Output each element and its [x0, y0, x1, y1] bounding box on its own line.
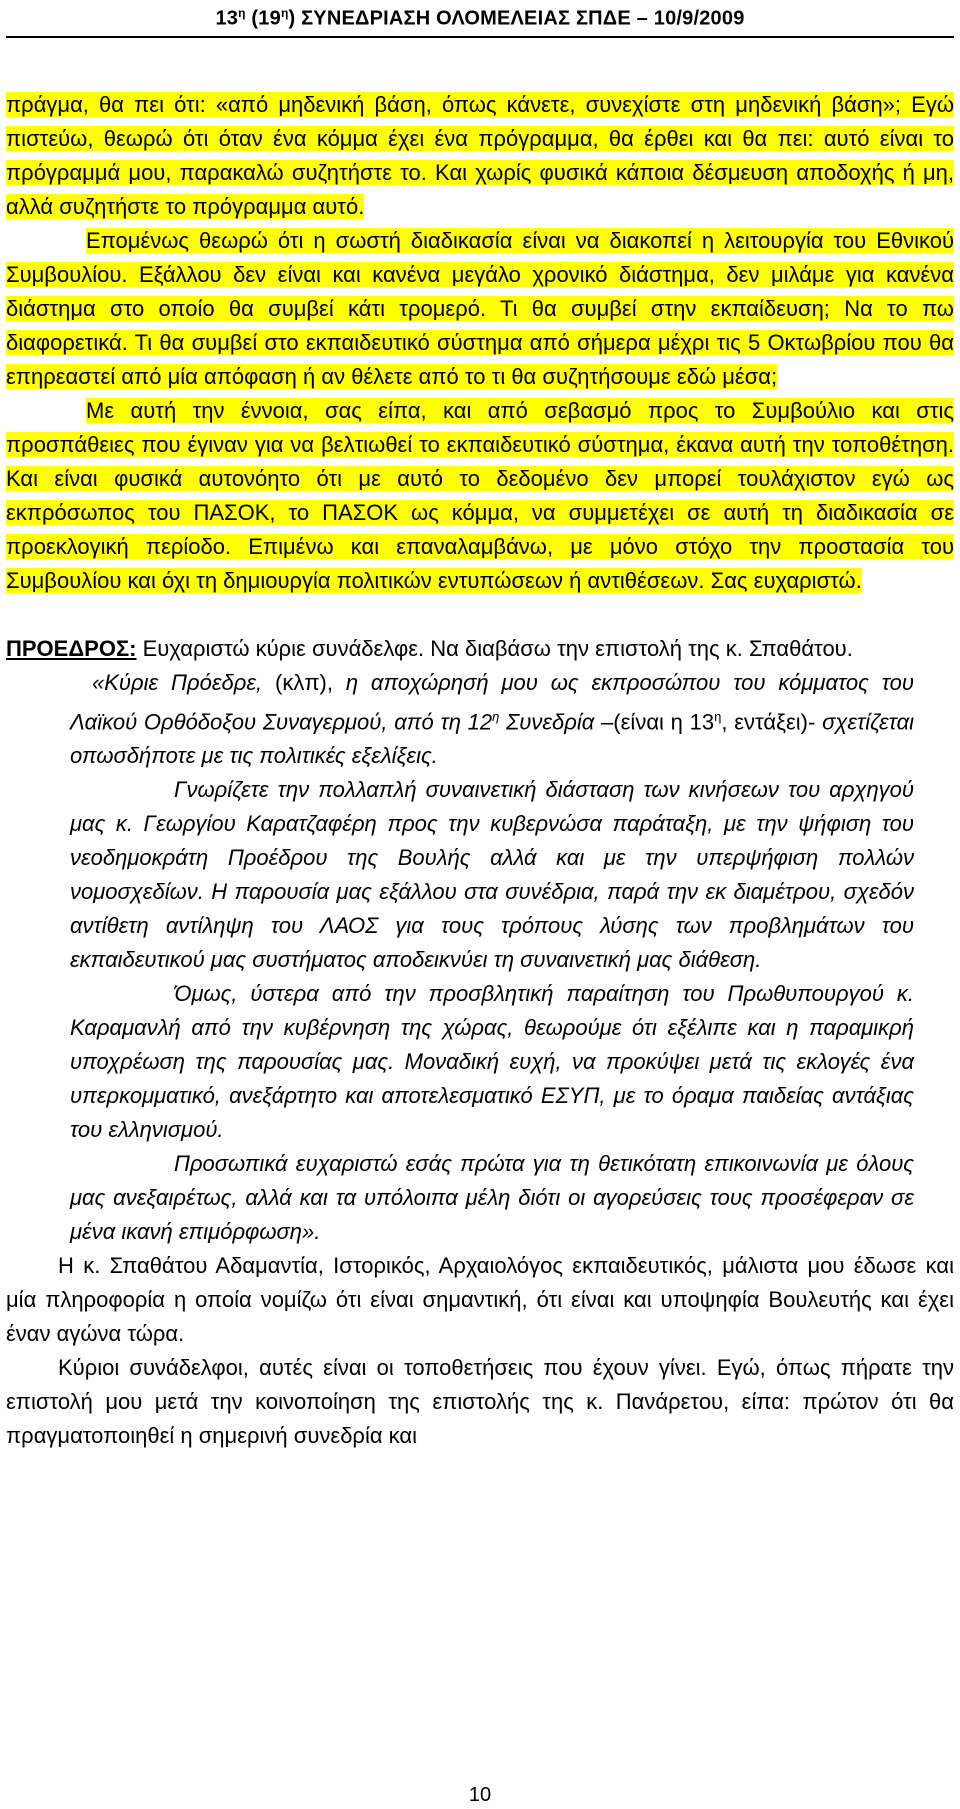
header-divider	[6, 36, 954, 38]
paragraph-spacer	[6, 598, 954, 632]
highlighted-text: Επομένως θεωρώ ότι η σωστή διαδικασία είναι να διακοπεί η λειτουργία του Εθνικού Συμβουλίου. Εξάλλου δεν είναι και κανένα μεγάλο χρονικό διάστημα, δεν μιλάμε για κανένα διάστημα στο οποίο θα συμβεί κάτι τρομερό. Τι θα συμβεί στην εκπαίδευση; Να το πω διαφορετικά. Τι θα συμβεί στο εκπαιδευτικό σύστημα από σήμερα μέχρι τις 5 Οκτωβρίου που θα επηρεαστεί από μία απόφαση ή αν θέλετε από το τι θα συζητήσουμε εδώ μέσα;	[6, 228, 954, 389]
header-sup-1: η	[238, 6, 246, 20]
letter-paragraph-3: Όμως, ύστερα από την προσβλητική παραίτηση του Πρωθυπουργού κ. Καραμανλή από την κυβέρνηση της χώρας, θεωρούμε ότι εξέλιπε και η παραμικρή υποχρέωση της παρουσίας μας. Μοναδική ευχή, να προκύψει μετά τις εκλογές ένα υπερκομματικό, ανεξάρτητο και αποτελεσματικό ΕΣΥΠ, με το όραμα παιδείας αντάξιας του ελληνισμού.	[70, 981, 914, 1143]
letter-text: σχετίζεται οπωσδήποτε με τις πολιτικές εξελίξεις.	[70, 709, 915, 769]
header-sup-2: η	[280, 6, 289, 20]
speaker-label: ΠΡΟΕΔΡΟΣ:	[6, 636, 137, 661]
letter-aside: , εντάξει)-	[721, 709, 823, 735]
highlighted-paragraph-2	[6, 224, 954, 394]
letter-text: η αποχώρησή μου ως εκπροσώπου του κόμματος του Λαϊκού Ορθόδοξου Συναγερμού, από τη 12	[70, 670, 914, 735]
letter-text: Συνεδρία	[499, 709, 595, 735]
letter-paragraph-1	[70, 666, 914, 773]
letter-aside: (κλπ),	[262, 670, 346, 695]
closing-paragraph-1: Η κ. Σπαθάτου Αδαμαντία, Ιστορικός, Αρχαιολόγος εκπαιδευτικός, μάλιστα μου έδωσε και μία πληροφορία η οποία νομίζω ότι είναι σημαντική, ότι είναι και υποψηφία Βουλευτής και έχει έναν αγώνα τώρα.	[6, 1253, 954, 1347]
highlighted-text: Με αυτή την έννοια, σας είπα, και από σεβασμό προς το Συμβούλιο και στις προσπάθειες που έγιναν για να βελτιωθεί το εκπαιδευτικό σύστημα, έκανα αυτή την τοποθέτηση. Και είναι φυσικά αυτονόητο ότι με αυτό το δεδομένο δεν μπορεί τουλάχιστον εγώ ως εκπρόσωπος του ΠΑΣΟΚ, το ΠΑΣΟΚ ως κόμμα, να συμμετέχει σε αυτή τη διαδικασία σε προεκλογική περίοδο. Επιμένω και επαναλαμβάνω, με μόνο στόχο την προστασία του Συμβουλίου και όχι τη δημιουργία πολιτικών εντυπώσεων ή αντιθέσεων. Σας ευχαριστώ.	[6, 398, 954, 593]
document-body	[6, 88, 954, 1453]
page-number: 10	[468, 1784, 492, 1806]
closing-paragraph-2: Κύριοι συνάδελφοι, αυτές είναι οι τοποθετήσεις που έχουν γίνει. Εγώ, όπως πήρατε την επιστολή μου μετά την κοινοποίηση της επιστολής της κ. Πανάρετου, είπα: πρώτον ότι θα πραγματοποιηθεί η σημερινή συνεδρία και	[6, 1355, 954, 1449]
president-paragraph	[6, 632, 954, 666]
page-header	[0, 6, 960, 31]
highlighted-text: πράγμα, θα πει ότι: «από μηδενική βάση, όπως κάνετε, συνεχίστε στη μηδενική βάση»; Εγώ πιστεύω, θεωρώ ότι όταν ένα κόμμα έχει ένα πρόγραμμα, θα έρθει και θα πει: αυτό είναι το πρόγραμμά μου, παρακαλώ συζητήστε το. Και χωρίς φυσικά κάποια δέσμευση αποδοχής ή μη, αλλά συζητήστε το πρόγραμμα αυτό.	[6, 92, 954, 219]
letter-aside: –(είναι η 13	[594, 709, 715, 735]
letter-paragraph-4: Προσωπικά ευχαριστώ εσάς πρώτα για τη θετικότατη επικοινωνία με όλους μας ανεξαιρέτως, αλλά και τα υπόλοιπα μέλη διότι οι αγορεύσεις τους προσέφεραν σε μένα ικανή επιμόρφωση».	[70, 1151, 914, 1245]
header-title: ) ΣΥΝΕΔΡΙΑΣΗ ΟΛΟΜΕΛΕΙΑΣ ΣΠΔΕ – 10/9/2009	[288, 7, 745, 30]
letter-quote	[70, 666, 914, 1249]
letter-salutation: «Κύριε Πρόεδρε,	[92, 670, 263, 695]
header-session-alt-number: (19	[251, 7, 281, 30]
speaker-text: Ευχαριστώ κύριε συνάδελφε. Να διαβάσω την επιστολή της κ. Σπαθάτου.	[136, 636, 853, 661]
letter-sup: η	[714, 709, 722, 724]
highlighted-paragraph-1	[6, 88, 954, 224]
highlighted-paragraph-3	[6, 394, 954, 598]
letter-paragraph-2: Γνωρίζετε την πολλαπλή συναινετική διάσταση των κινήσεων του αρχηγού μας κ. Γεωργίου Καρατζαφέρη προς την κυβερνώσα παράταξη, με την ψήφιση του νεοδημοκράτη Προέδρου της Βουλής αλλά και με την υπερψήφιση πολλών νομοσχεδίων. Η παρουσία μας εξάλλου στα συνέδρια, παρά την εκ διαμέτρου, σχεδόν αντίθετη αντίληψη του ΛΑΟΣ για τους τρόπους λύσης των προβλημάτων του εκπαιδευτικού μας συστήματος αποδεικνύει τη συναινετική μας διάθεση.	[70, 777, 914, 973]
letter-sup: η	[492, 709, 500, 724]
header-session-number: 13	[215, 7, 239, 30]
